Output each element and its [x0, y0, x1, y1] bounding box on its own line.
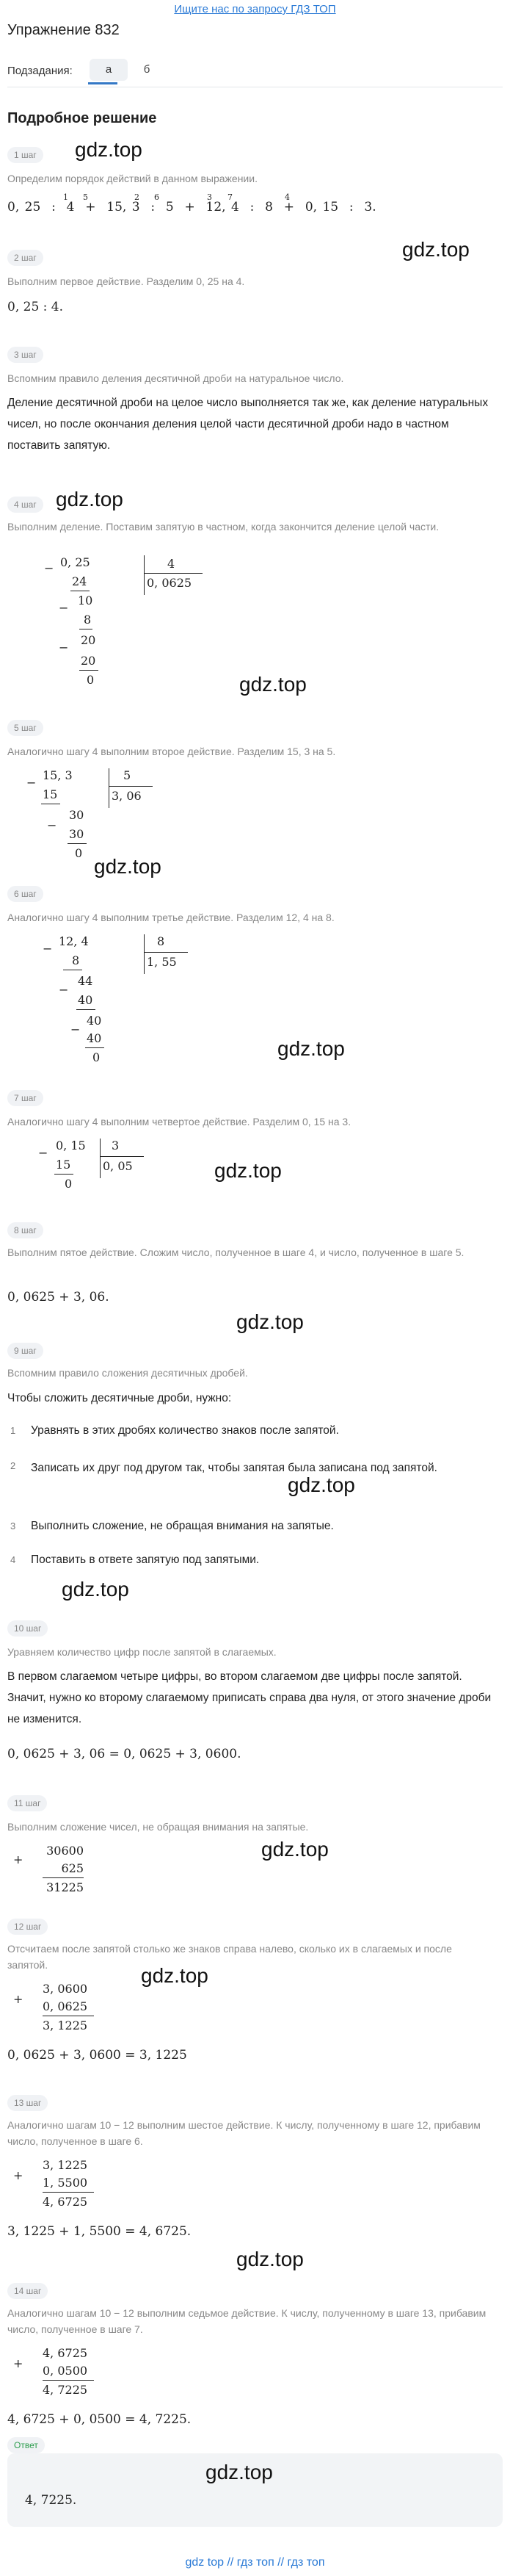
sub-row: 20 — [81, 654, 96, 668]
sum-line — [43, 1877, 84, 1878]
quotient: 1, 55 — [147, 955, 177, 969]
divisor-line — [100, 1156, 144, 1157]
quotient: 3, 06 — [112, 789, 142, 803]
footer-link[interactable]: гдз топ — [287, 2556, 325, 2569]
watermark: gdz.top — [94, 855, 161, 878]
division-bar — [100, 1139, 101, 1178]
minus-sign: − — [47, 818, 57, 832]
sub-line — [76, 1009, 95, 1010]
order-mark: 4 — [285, 192, 290, 202]
order-expression: 0, 25 : 4 + 15, 3 : 5 + 12, 4 : 8 + 0, 15 : 3. — [7, 200, 376, 214]
footer-separator: // — [227, 2556, 234, 2569]
expression: 3, 1225 + 1, 5500 = 4, 6725. — [7, 2224, 192, 2239]
step-badge: 11 шаг — [7, 1795, 47, 1811]
minus-sign: − — [26, 776, 37, 790]
step-badge: 1 шаг — [7, 147, 43, 163]
sub-row: 10 — [78, 594, 93, 607]
quotient: 0, 0625 — [147, 576, 192, 590]
sub-row: 0 — [92, 1050, 101, 1064]
footer-separator: // — [277, 2556, 285, 2569]
step-text: Вспомним правило деления десятичной дроби на натуральное число. — [7, 372, 344, 384]
dividend: 0, 15 — [56, 1139, 86, 1152]
rule-text: В первом слагаемом четыре цифры, во втором слагаемом две цифры после запятой. Значит, нужно ко второму слагаемому приписать справа два нуля, от этого значение дроби не изменится. — [7, 1670, 492, 1725]
sub-row: 15 — [43, 787, 58, 801]
sub-line — [54, 1174, 73, 1175]
watermark: gdz.top — [141, 1964, 208, 1987]
dividend: 0, 25 — [60, 555, 90, 569]
expression: 0, 0625 + 3, 0600 = 3, 1225 — [7, 2048, 187, 2063]
rule-text: Чтобы сложить десятичные дроби, нужно: — [7, 1392, 232, 1404]
quotient: 0, 05 — [103, 1159, 133, 1173]
step-text: Аналогично шагу 4 выполним второе действие. Разделим 15, 3 на 5. — [7, 746, 336, 757]
top-search-link[interactable]: Ищите нас по запросу ГДЗ ТОП — [174, 3, 336, 15]
addend: 0, 0625 — [43, 1999, 88, 2013]
sum-line — [43, 2192, 94, 2193]
step-badge: 10 шаг — [7, 1620, 48, 1637]
order-mark: 2 — [134, 192, 139, 202]
divisor: 3 — [112, 1139, 120, 1152]
step-badge: 9 шаг — [7, 1343, 43, 1359]
tab-a[interactable]: а — [90, 59, 128, 81]
step-text: Вспомним правило сложения десятичных дробей. — [7, 1367, 248, 1379]
watermark: gdz.top — [239, 673, 307, 696]
watermark: gdz.top — [261, 1838, 329, 1861]
sum: 4, 7225 — [43, 2383, 88, 2397]
addend: 30600 — [46, 1844, 84, 1858]
sub-row: 20 — [81, 633, 96, 647]
minus-sign: − — [59, 641, 69, 654]
sum: 4, 6725 — [43, 2195, 88, 2209]
subtasks-label: Подзадания: — [7, 65, 73, 77]
answer-badge: Ответ — [7, 2437, 45, 2453]
step-text: Отсчитаем после запятой столько же знаков справа налево, сколько их в слагаемых и после запятой. — [7, 1943, 452, 1971]
minus-sign: − — [70, 1022, 81, 1036]
sub-line — [79, 670, 98, 671]
list-item: Записать их друг под другом так, чтобы запятая была записана под запятой. — [31, 1462, 437, 1474]
expression: 4, 6725 + 0, 0500 = 4, 7225. — [7, 2412, 192, 2427]
watermark: gdz.top — [277, 1037, 345, 1060]
divisor: 8 — [157, 934, 165, 948]
watermark: gdz.top — [75, 138, 142, 161]
footer-links — [0, 2556, 510, 2569]
sum-line — [43, 2380, 94, 2381]
plus-sign: + — [13, 2168, 23, 2182]
tab-b[interactable]: б — [143, 63, 150, 76]
step-text: Уравняем количество цифр после запятой в слагаемых. — [7, 1646, 277, 1658]
addend: 3, 1225 — [43, 2158, 88, 2172]
watermark: gdz.top — [56, 488, 123, 510]
order-mark: 7 — [227, 192, 233, 202]
expression: 0, 25 : 4. — [7, 300, 64, 314]
step-badge: 2 шаг — [7, 250, 43, 266]
dividend: 12, 4 — [59, 934, 89, 948]
divisor-line — [144, 952, 188, 953]
watermark: gdz.top — [205, 2461, 273, 2483]
order-mark: 3 — [207, 192, 212, 202]
sub-row: 0 — [65, 1177, 73, 1191]
watermark: gdz.top — [402, 238, 470, 261]
minus-sign: − — [59, 601, 69, 615]
list-number: 2 — [10, 1460, 16, 1471]
divisor: 5 — [123, 768, 131, 782]
addend: 625 — [61, 1861, 84, 1875]
step-text: Выполним сложение чисел, не обращая внимания на запятые. — [7, 1821, 309, 1833]
step-badge: 14 шаг — [7, 2283, 48, 2299]
dividend: 15, 3 — [43, 768, 73, 782]
sub-row: 40 — [78, 993, 93, 1007]
divisor: 4 — [167, 557, 175, 571]
list-number: 4 — [10, 1554, 16, 1565]
answer-value: 4, 7225. — [25, 2493, 77, 2508]
sub-row: 30 — [69, 808, 84, 822]
step-text: Аналогично шагу 4 выполним четвертое действие. Разделим 0, 15 на 3. — [7, 1116, 351, 1128]
rule-text: Деление десятичной дроби на целое число выполняется так же, как деление натуральных чисел, но после окончания деления целой части десятичной дроби надо в частном поставить запятую. — [7, 397, 489, 452]
step-text: Аналогично шагам 10 − 12 выполним седьмое действие. К числу, полученному в шаге 13, прибавим число, полученное в шаге 7. — [7, 2307, 487, 2335]
order-mark: 6 — [154, 192, 159, 202]
step-text: Определим порядок действий в данном выражении. — [7, 173, 258, 184]
section-title: Подробное решение — [7, 110, 157, 126]
list-item: Выполнить сложение, не обращая внимания на запятые. — [31, 1520, 334, 1532]
step-badge: 6 шаг — [7, 886, 43, 902]
step-text: Аналогично шагу 4 выполним третье действие. Разделим 12, 4 на 8. — [7, 912, 335, 923]
addend: 4, 6725 — [43, 2346, 88, 2360]
step-text: Выполним пятое действие. Сложим число, полученное в шаге 4, и число, полученное в шаге 5. — [7, 1246, 465, 1258]
sub-row: 0 — [75, 846, 83, 860]
addend: 0, 0500 — [43, 2364, 88, 2378]
sum: 3, 1225 — [43, 2018, 88, 2032]
sub-row: 8 — [72, 953, 80, 967]
watermark: gdz.top — [288, 1473, 355, 1496]
list-item: Поставить в ответе запятую под запятыми. — [31, 1554, 260, 1566]
sub-row: 40 — [87, 1014, 102, 1028]
division-bar — [144, 555, 145, 595]
step-text: Выполним деление. Поставим запятую в частном, когда закончится деление целой части. — [7, 521, 440, 533]
sub-row: 0 — [87, 673, 95, 687]
sub-row: 15 — [56, 1158, 71, 1172]
sub-row: 30 — [69, 827, 84, 841]
sub-line — [85, 1047, 104, 1048]
divisor-line — [144, 573, 203, 574]
plus-sign: + — [13, 2356, 23, 2370]
step-badge: 5 шаг — [7, 720, 43, 736]
step-text: Выполним первое действие. Разделим 0, 25 на 4. — [7, 275, 245, 287]
minus-sign: − — [59, 983, 69, 997]
order-mark: 1 — [63, 192, 68, 202]
sum: 31225 — [46, 1880, 84, 1894]
step-badge: 4 шаг — [7, 497, 43, 513]
division-bar — [144, 934, 145, 974]
addend: 3, 0600 — [43, 1982, 88, 1996]
minus-sign: − — [43, 942, 53, 956]
expression: 0, 0625 + 3, 06. — [7, 1290, 109, 1305]
sub-row: 44 — [78, 974, 93, 988]
minus-sign: − — [44, 561, 54, 575]
step-badge: 12 шаг — [7, 1919, 48, 1935]
watermark: gdz.top — [236, 1310, 304, 1333]
minus-sign: − — [38, 1146, 48, 1160]
sub-line — [68, 843, 87, 844]
expression: 0, 0625 + 3, 06 = 0, 0625 + 3, 0600. — [7, 1747, 241, 1761]
active-tab-indicator — [88, 82, 117, 84]
list-number: 3 — [10, 1520, 16, 1531]
step-badge: 7 шаг — [7, 1090, 43, 1106]
addend: 1, 5500 — [43, 2176, 88, 2190]
plus-sign: + — [13, 1852, 23, 1866]
order-mark: 5 — [83, 192, 88, 202]
divisor-line — [109, 786, 153, 787]
list-item: Уравнять в этих дробях количество знаков после запятой. — [31, 1424, 339, 1437]
sub-row: 40 — [87, 1031, 102, 1045]
sub-row: 24 — [72, 574, 87, 588]
sub-row: 8 — [84, 613, 92, 627]
footer-link[interactable]: gdz top — [185, 2556, 224, 2569]
watermark: gdz.top — [214, 1159, 282, 1182]
page-title: Упражнение 832 — [7, 22, 120, 38]
step-badge: 8 шаг — [7, 1222, 43, 1238]
step-badge: 13 шаг — [7, 2095, 48, 2111]
footer-link[interactable]: гдз топ — [236, 2556, 274, 2569]
watermark: gdz.top — [236, 2248, 304, 2270]
watermark: gdz.top — [62, 1578, 129, 1601]
step-badge: 3 шаг — [7, 347, 43, 363]
step-text: Аналогично шагам 10 − 12 выполним шестое действие. К числу, полученному в шаге 12, прибавим число, полученное в шаге 6. — [7, 2119, 481, 2147]
list-number: 1 — [10, 1425, 16, 1436]
plus-sign: + — [13, 1992, 23, 2006]
